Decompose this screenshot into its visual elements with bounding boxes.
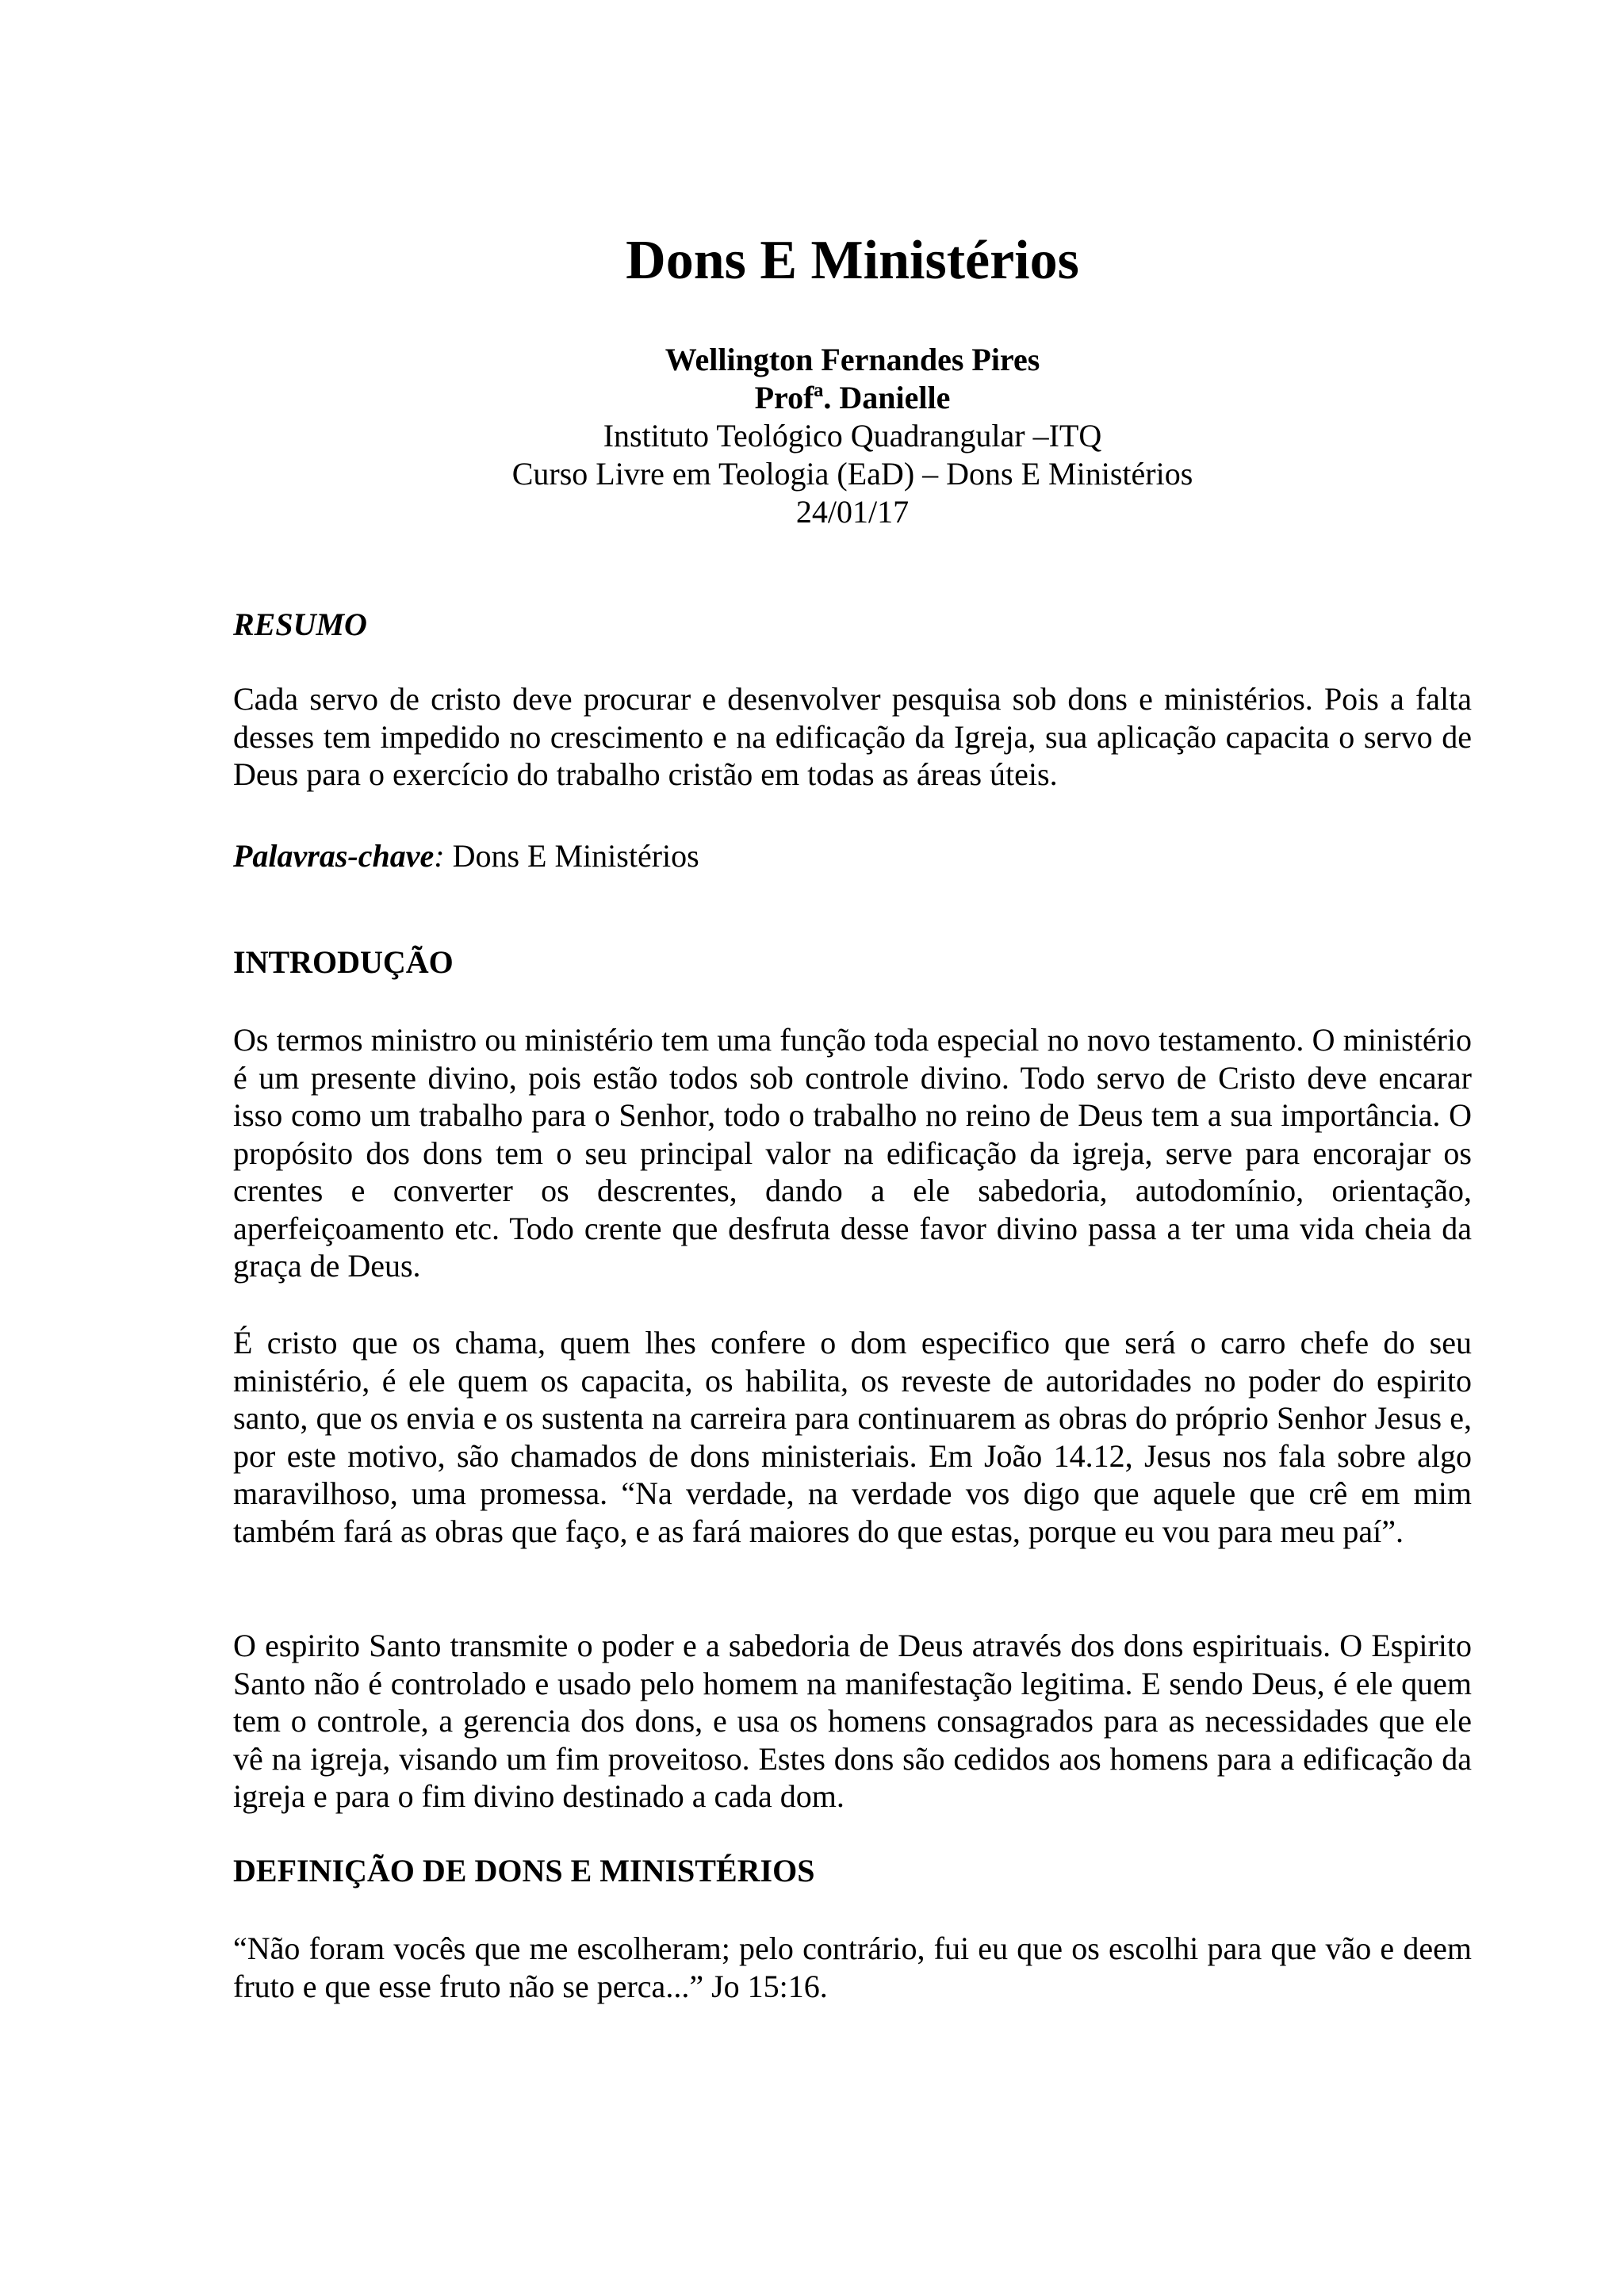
intro-paragraph-2: É cristo que os chama, quem lhes confere o dom especifico que será o carro chefe do seu ministério, é ele quem os capacita, os habilita, os reveste de autoridades no poder do espirito santo, que os envia e os sustenta na carreira para continuarem as obras do próprio Senhor Jesus e, por este motivo, são chamados de dons ministeriais. Em João 14.12, Jesus nos fala sobre algo maravilhoso, uma promessa. “Na verdade, na verdade vos digo que aquele que crê em mim também fará as obras que faço, e as fará maiores do que estas, porque eu vou para meu paí”. [233, 1325, 1472, 1549]
course-name: Curso Livre em Teologia (EaD) – Dons E Ministérios [511, 456, 1193, 492]
keywords-label: Palavras-chave [233, 838, 435, 874]
introduction-heading: INTRODUÇÃO [233, 944, 454, 980]
definition-heading: DEFINIÇÃO DE DONS E MINISTÉRIOS [233, 1853, 815, 1888]
intro-paragraph-3: O espirito Santo transmite o poder e a sabedoria de Deus através dos dons espirituais. O Espirito Santo não é controlado e usado pelo homem na manifestação legitima. E sendo Deus, é ele quem tem o controle, a gerencia dos dons, e usa os homens consagrados para as necessidades que ele vê na igreja, visando um fim proveitoso. Estes dons são cedidos aos homens para a edificação da igreja e para o fim divino destinado a cada dom. [233, 1628, 1472, 1814]
document-date: 24/01/17 [795, 494, 910, 530]
institution-name: Instituto Teológico Quadrangular –ITQ [603, 418, 1102, 453]
intro-paragraph-1: Os termos ministro ou ministério tem uma função toda especial no novo testamento. O ministério é um presente divino, pois estão todos sob controle divino. Todo servo de Cristo deve encarar isso como um trabalho para o Senhor, todo o trabalho no reino de Deus tem a sua importância. O propósito dos dons tem o seu principal valor na edificação da igreja, serve para encorajar os crentes e converter os descrentes, dando a ele sabedoria, autodomínio, orientação, aperfeiçoamento etc. Todo crente que desfruta desse favor divino passa a ter uma vida cheia da graça de Deus. [233, 1022, 1472, 1284]
keywords-line [233, 837, 1472, 875]
title-block [233, 341, 1472, 531]
document-title: Dons E Ministérios [626, 230, 1079, 291]
abstract-text: Cada servo de cristo deve procurar e desenvolver pesquisa sob dons e ministérios. Pois a falta desses tem impedido no crescimento e na edificação da Igreja, sua aplicação capacita o servo de Deus para o exercício do trabalho cristão em todas as áreas úteis. [233, 681, 1472, 792]
definition-quote: “Não foram vocês que me escolheram; pelo contrário, fui eu que os escolhi para que vão e deem fruto e que esse fruto não se perca...” Jo 15:16. [233, 1931, 1472, 2004]
professor-name: Profª. Danielle [754, 380, 951, 415]
author-name: Wellington Fernandes Pires [665, 342, 1040, 377]
keywords-separator: : [434, 838, 445, 874]
abstract-heading: RESUMO [233, 607, 367, 642]
keywords-value: Dons E Ministérios [444, 838, 699, 874]
